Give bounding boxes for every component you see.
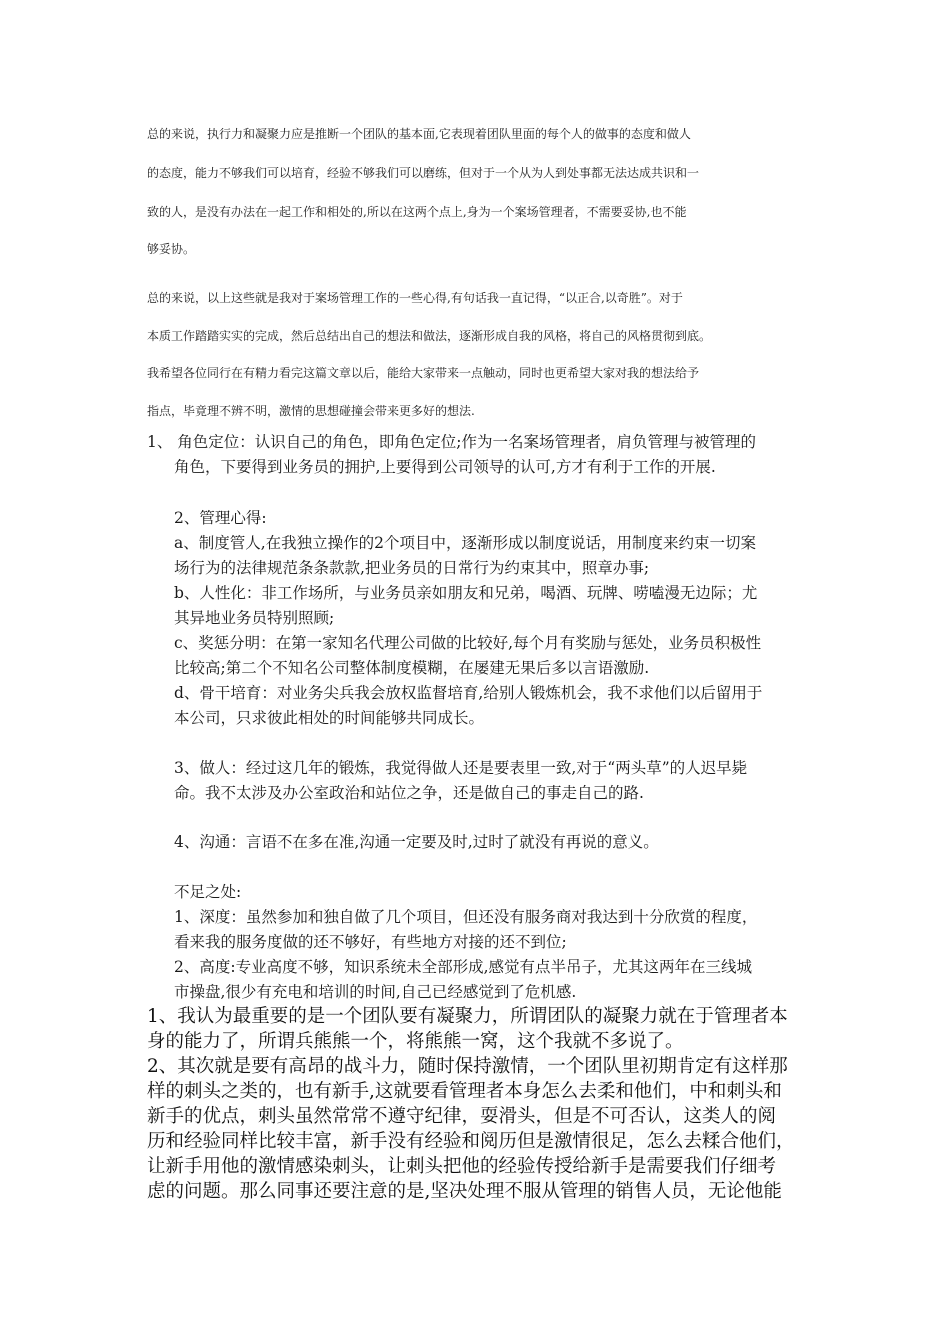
big-text-line-2: 身的能力了，所谓兵熊熊一个，将熊熊一窝，这个我就不多说了。 (147, 1031, 684, 1052)
section2-line-2: 场行为的法律规范条条款款,把业务员的日常行为约束其中，照章办事; (174, 559, 650, 577)
para1-line-3: 致的人，是没有办法在一起工作和相处的,所以在这两个点上,身为一个案场管理者，不需要妥协,也不能 (147, 205, 687, 219)
big-text-line-6: 历和经验同样比较丰富，新手没有经验和阅历但是激情很足，怎么去糅合他们， (147, 1131, 795, 1152)
section3-line-2: 命。我不太涉及办公室政治和站位之争，还是做自己的事走自己的路. (174, 784, 644, 802)
shortcomings-line-1: 1、深度：虽然参加和独自做了几个项目，但还没有服务商对我达到十分欣赏的程度， (174, 908, 758, 926)
shortcomings-line-3: 2、高度:专业高度不够，知识系统未全部形成,感觉有点半吊子，尤其这两年在三线城 (174, 958, 753, 976)
para2-line-2: 本质工作踏踏实实的完成，然后总结出自己的想法和做法，逐渐形成自我的风格，将自己的风格贯彻到底。 (147, 329, 712, 343)
section2-line-3: b、人性化：非工作场所，与业务员亲如朋友和兄弟，喝酒、玩牌、唠嗑漫无边际；尤 (174, 584, 758, 602)
section1-line-1: 1、 角色定位：认识自己的角色，即角色定位;作为一名案场管理者，肩负管理与被管理的 (147, 433, 757, 451)
section3-line-1: 3、做人：经过这几年的锻炼，我觉得做人还是要表里一致,对于“两头草”的人迟早毙 (174, 759, 748, 777)
para2-line-3: 我希望各位同行在有精力看完这篇文章以后，能给大家带来一点触动，同时也更希望大家对我的想法给予 (147, 366, 700, 380)
section2-line-5: c、奖惩分明：在第一家知名代理公司做的比较好,每个月有奖励与惩处，业务员积极性 (174, 634, 762, 652)
shortcomings-title: 不足之处: (174, 883, 242, 901)
section2-line-4: 其异地业务员特别照顾; (174, 609, 335, 627)
para1-line-1: 总的来说，执行力和凝聚力应是推断一个团队的基本面,它表现着团队里面的每个人的做事的态度和做人 (147, 127, 691, 141)
para2-line-1: 总的来说，以上这些就是我对于案场管理工作的一些心得,有句话我一直记得，“以正合,以奇胜”。对于 (147, 291, 683, 305)
big-text-line-1: 1、我认为最重要的是一个团队要有凝聚力，所谓团队的凝聚力就在于管理者本 (147, 1006, 788, 1027)
section2-line-7: d、骨干培育：对业务尖兵我会放权监督培育,给别人锻炼机会，我不求他们以后留用于 (174, 684, 763, 702)
big-text-line-8: 虑的问题。那么同事还要注意的是,坚决处理不服从管理的销售人员，无论他能 (147, 1181, 782, 1202)
para1-line-2: 的态度，能力不够我们可以培育，经验不够我们可以磨练，但对于一个从为人到处事都无法达成共识和一 (147, 166, 700, 180)
section4-line-1: 4、沟通：言语不在多在准,沟通一定要及时,过时了就没有再说的意义。 (174, 833, 659, 851)
big-text-line-5: 新手的优点，刺头虽然常常不遵守纪律，耍滑头，但是不可否认，这类人的阅 (147, 1106, 777, 1127)
shortcomings-line-4: 市操盘,很少有充电和培训的时间,自己已经感觉到了危机感. (174, 983, 577, 1001)
section2-line-8: 本公司，只求彼此相处的时间能够共同成长。 (174, 709, 485, 727)
section2-line-6: 比较高;第二个不知名公司整体制度模糊，在屡建无果后多以言语激励. (174, 659, 650, 677)
para1-line-4: 够妥协。 (147, 242, 196, 256)
big-text-line-3: 2、其次就是要有高昂的战斗力，随时保持激情，一个团队里初期肯定有这样那 (147, 1056, 788, 1077)
big-text-line-4: 样的刺头之类的，也有新手,这就要看管理者本身怎么去柔和他们，中和刺头和 (147, 1081, 782, 1102)
section1-line-2: 角色，下要得到业务员的拥护,上要得到公司领导的认可,方才有利于工作的开展. (174, 458, 716, 476)
shortcomings-line-2: 看来我的服务度做的还不够好，有些地方对接的还不到位; (174, 933, 567, 951)
big-text-line-7: 让新手用他的激情感染刺头，让刺头把他的经验传授给新手是需要我们仔细考 (147, 1156, 777, 1177)
para2-line-4: 指点，毕竟理不辨不明，激情的思想碰撞会带来更多好的想法. (147, 404, 475, 418)
section2-title: 2、管理心得: (174, 509, 267, 527)
section2-line-1: a、制度管人,在我独立操作的2个项目中，逐渐形成以制度说话，用制度来约束一切案 (174, 534, 757, 552)
